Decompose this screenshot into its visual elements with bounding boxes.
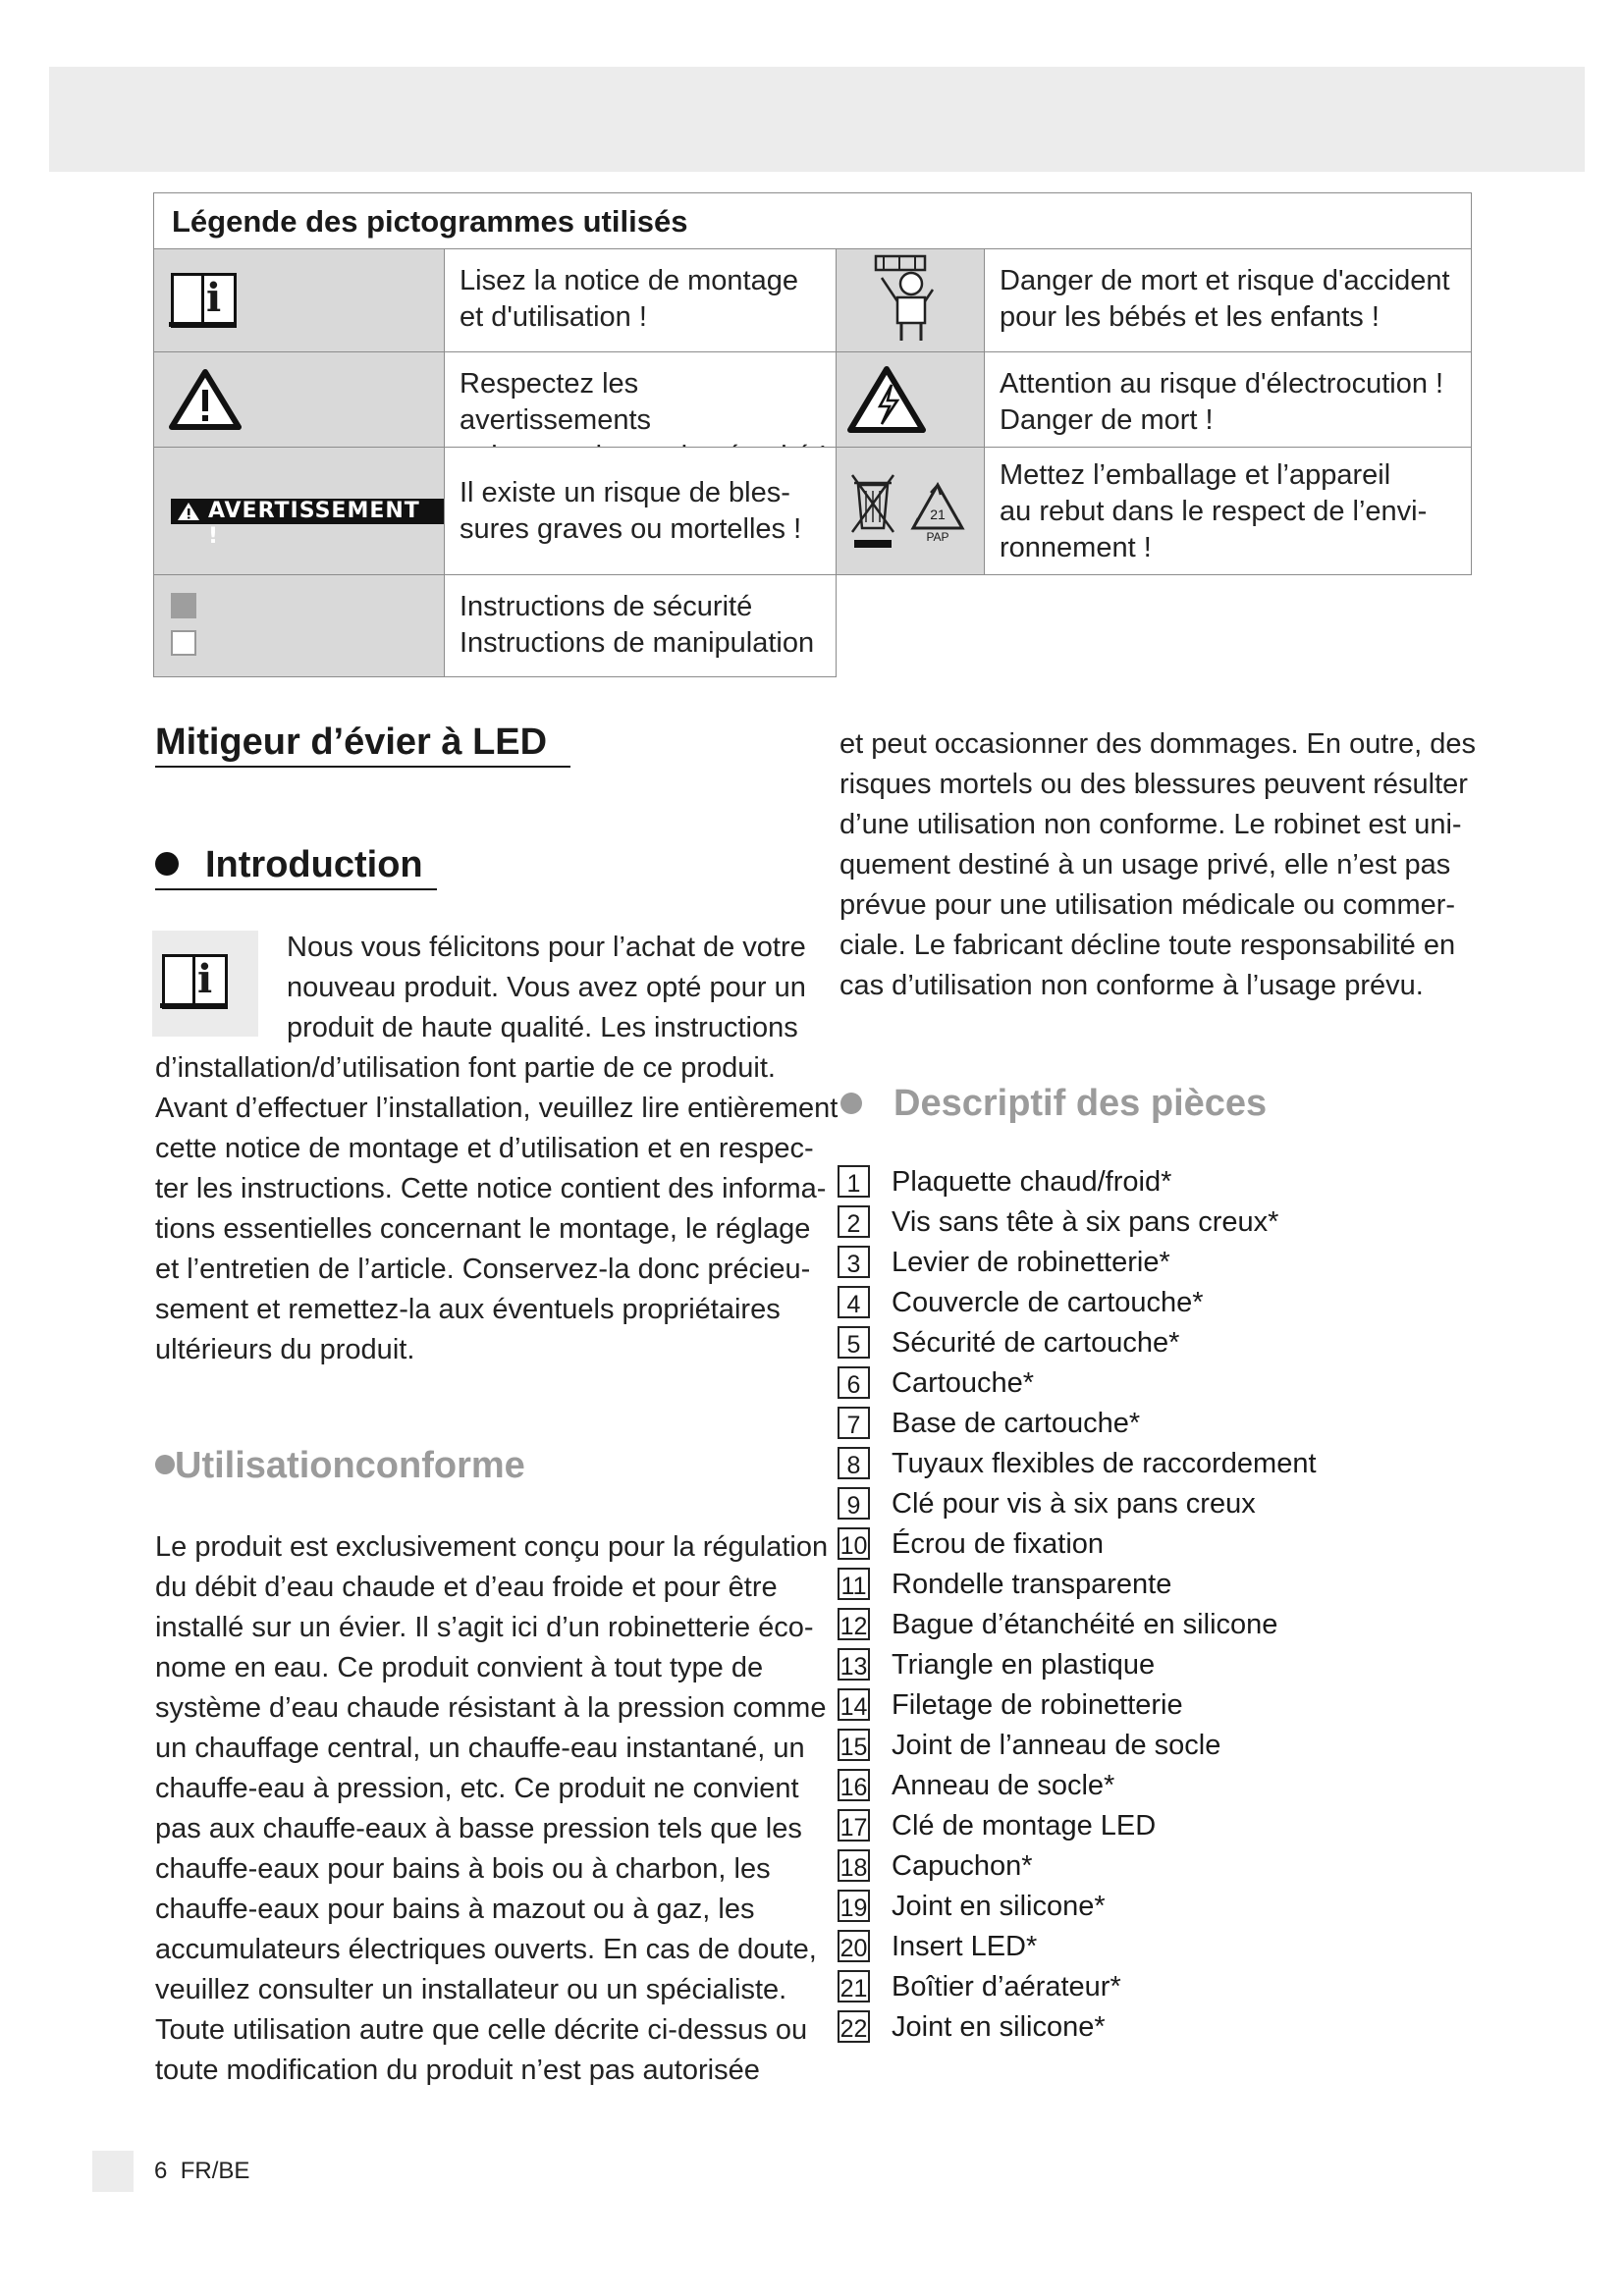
legend-text-instructions: Instructions de sécurité Instructions de manipulation [444,574,837,677]
list-item: 20 Insert LED* [838,1930,1387,1964]
page-footer [154,2157,249,2186]
utilisation-paragraph-continued: et peut occasionner des dommages. En outre, des risques mortels ou des blessures peuvent résulter d’une utilisation non conforme. Le robinet est uni- quement destiné à un usage privé, elle n’est pas prévue pour une utilisation médicale ou commer- ciale. Le fabricant décline toute responsabilité en cas d’utilisation non conforme à l’usage prévu. [839,728,1477,1001]
list-item: 9 Clé pour vis à six pans creux [838,1487,1387,1522]
avertissement-label: AVERTISSEMENT ! [171,499,444,524]
intro-info-box [152,931,258,1037]
parts-heading: Descriptif des pièces [893,1083,1268,1124]
list-item: 14 Filetage de robinetterie [838,1688,1387,1723]
intro-bullet-icon [155,852,179,876]
legend-cell-squares [153,574,445,677]
list-item: 5 Sécurité de cartouche* [838,1326,1387,1361]
list-item: 22 Joint en silicone* [838,2010,1387,2045]
handling-square-icon [171,630,196,656]
list-item: 4 Couvercle de cartouche* [838,1286,1387,1320]
list-item: 19 Joint en silicone* [838,1890,1387,1924]
intro-underline [155,888,437,890]
intro-paragraph: d’installation/d’utilisation font partie de ce produit. Avant d’effectuer l’installation, veuillez lire entièrement cette notice de montage et d’utilisation et en respec- ter les instructions. Cette notice contient des informa- tions essentielles concernant le montage, le réglage et l’entretien de l’article. Conservez-la donc précieu- sement et remettez-la aux éventuels propriétaires ultérieurs du produit. [155,1052,839,1365]
book-info-icon: i [171,273,236,330]
warning-triangle-icon [169,368,242,431]
list-item: 8 Tuyaux flexibles de raccordement [838,1447,1387,1481]
warning-small-icon [177,502,200,521]
legend-cell-recycle [836,447,985,575]
list-item: 2 Vis sans tête à six pans creux* [838,1205,1387,1240]
page-locale: FR/BE [180,2158,250,2184]
list-item: 11 Rondelle transparente [838,1568,1387,1602]
pictogram-legend-table [153,192,1472,677]
list-item: 15 Joint de l’anneau de socle [838,1729,1387,1763]
list-item: 18 Capuchon* [838,1849,1387,1884]
intro-paragraph-top: Nous vous félicitons pour l’achat de votre nouveau produit. Vous avez opté pour un produit de haute qualité. Les instructions [287,932,806,1043]
legend-text-child-danger: Danger de mort et risque d'accident pour les bébés et les enfants ! [984,248,1472,352]
list-item: 21 Boîtier d’aérateur* [838,1970,1387,2004]
wheelie-bin-crossed-icon [850,471,895,556]
list-item: 10 Écrou de fixation [838,1527,1387,1562]
safety-square-icon [171,593,196,618]
list-item: 13 Triangle en plastique [838,1648,1387,1682]
page-title: Mitigeur d’évier à LED [155,721,548,763]
legend-cell-child [836,248,985,352]
list-item: 3 Levier de robinetterie* [838,1246,1387,1280]
utilisation-paragraph: Le produit est exclusivement conçu pour la régulation du débit d’eau chaude et d’eau froide et pour être installé sur un évier. Il s’agit ici d’un robinetterie éco- nome en eau. Ce produit convient à tout type de système d’eau chaude résistant à la pression comme un chauffage central, un chauffe-eau instantané, un chauffe-eau à pression, etc. Ce produit ne convient pas aux chauffe-eaux à basse pression tels que les chauffe-eaux pour bains à bois ou à charbon, les chauffe-eaux pour bains à mazout ou à gaz, les accumulateurs électriques ouverts. En cas de doute, veuillez consulter un installateur ou un spécialiste. Toute utilisation autre que celle décrite ci-dessus ou toute modification du produit n’est pas autorisée [155,1531,829,2086]
list-item: 16 Anneau de socle* [838,1769,1387,1803]
legend-title: Légende des pictogrammes utilisés [153,192,1472,249]
recycle-code: PAP [926,530,949,544]
title-underline [155,766,570,768]
legend-cell-book [153,248,445,352]
list-item: 17 Clé de montage LED [838,1809,1387,1843]
legend-text-injury: Il existe un risque de bles- sures graves ou mortelles ! [444,447,837,575]
list-item: 7 Base de cartouche* [838,1407,1387,1441]
electric-shock-icon [846,365,927,434]
child-danger-icon [872,254,941,348]
parts-bullet-icon [840,1093,862,1114]
legend-text-warnings: Respectez les avertissements [444,351,837,448]
book-info-icon: i [162,954,227,1011]
footer-marker [92,2151,134,2192]
list-item: 1 Plaquette chaud/froid* [838,1165,1387,1200]
intro-heading: Introduction [205,844,423,885]
list-item: 12 Bague d’étanchéité en silicone [838,1608,1387,1642]
legend-cell-avertissement [153,447,445,575]
legend-cell-electric [836,351,985,448]
utilisation-heading: Utilisationconforme [175,1445,525,1486]
list-item: 6 Cartouche* [838,1366,1387,1401]
header-band [49,67,1585,172]
legend-cell-warning [153,351,445,448]
page-number: 6 [154,2158,168,2184]
legend-text-read-manual: Lisez la notice de montage et d'utilisation ! [444,248,837,352]
legend-text-electric: Attention au risque d'électrocution ! Danger de mort ! [984,351,1472,448]
legend-text-recycle: Mettez l’emballage et l’appareil au rebut dans le respect de l’envi- ronnement ! [984,447,1472,575]
utilisation-bullet-icon [155,1455,175,1474]
recycle-number: 21 [930,507,946,522]
